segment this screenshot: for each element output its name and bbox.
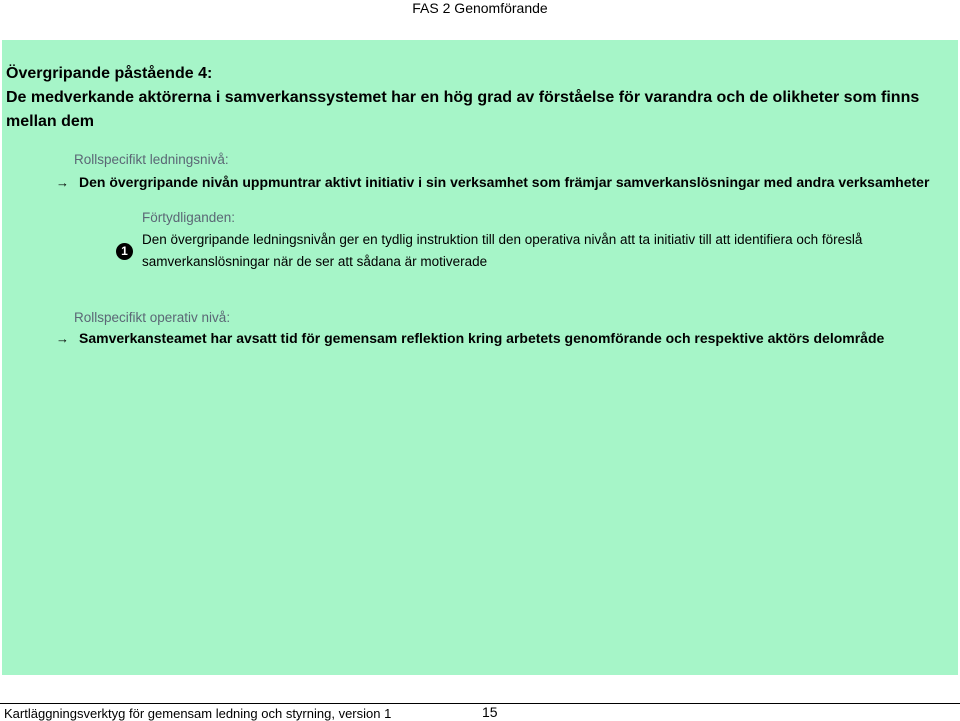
page-header-title: FAS 2 Genomförande	[412, 0, 548, 16]
clarification-label: Förtydliganden:	[142, 210, 236, 225]
management-level-item	[56, 174, 929, 190]
footer-page-number: 15	[482, 704, 498, 720]
content-panel	[2, 40, 958, 675]
number-badge-icon: 1	[116, 243, 133, 260]
operative-level-item	[56, 330, 884, 346]
management-level-label: Rollspecifikt ledningsnivå:	[74, 152, 229, 167]
statement-text: De medverkande aktörerna i samverkanssystemet har en hög grad av förståelse för varandra och de olikheter som finns mellan dem	[6, 89, 920, 130]
arrow-icon: →	[56, 174, 69, 190]
operative-level-text: Samverkansteamet har avsatt tid för gemensam reflektion kring arbetets genomförande och respektive aktörs delområde	[79, 330, 885, 346]
statement-heading	[6, 62, 946, 134]
management-level-text: Den övergripande nivån uppmuntrar aktivt initiativ i sin verksamhet som främjar samverkanslösningar med andra verksamheter	[79, 174, 930, 190]
footer-divider	[0, 703, 960, 704]
statement-label: Övergripande påstående 4:	[6, 65, 213, 82]
arrow-icon: →	[56, 330, 69, 346]
clarification-text: Den övergripande ledningsnivån ger en tydlig instruktion till den operativa nivån att ta initiativ till att identifiera och föreslå samverkanslösningar när de ser att sådana är motiverade	[142, 232, 863, 269]
footer-document-title: Kartläggningsverktyg för gemensam ledning och styrning, version 1	[4, 706, 392, 721]
operative-level-label: Rollspecifikt operativ nivå:	[74, 310, 231, 325]
